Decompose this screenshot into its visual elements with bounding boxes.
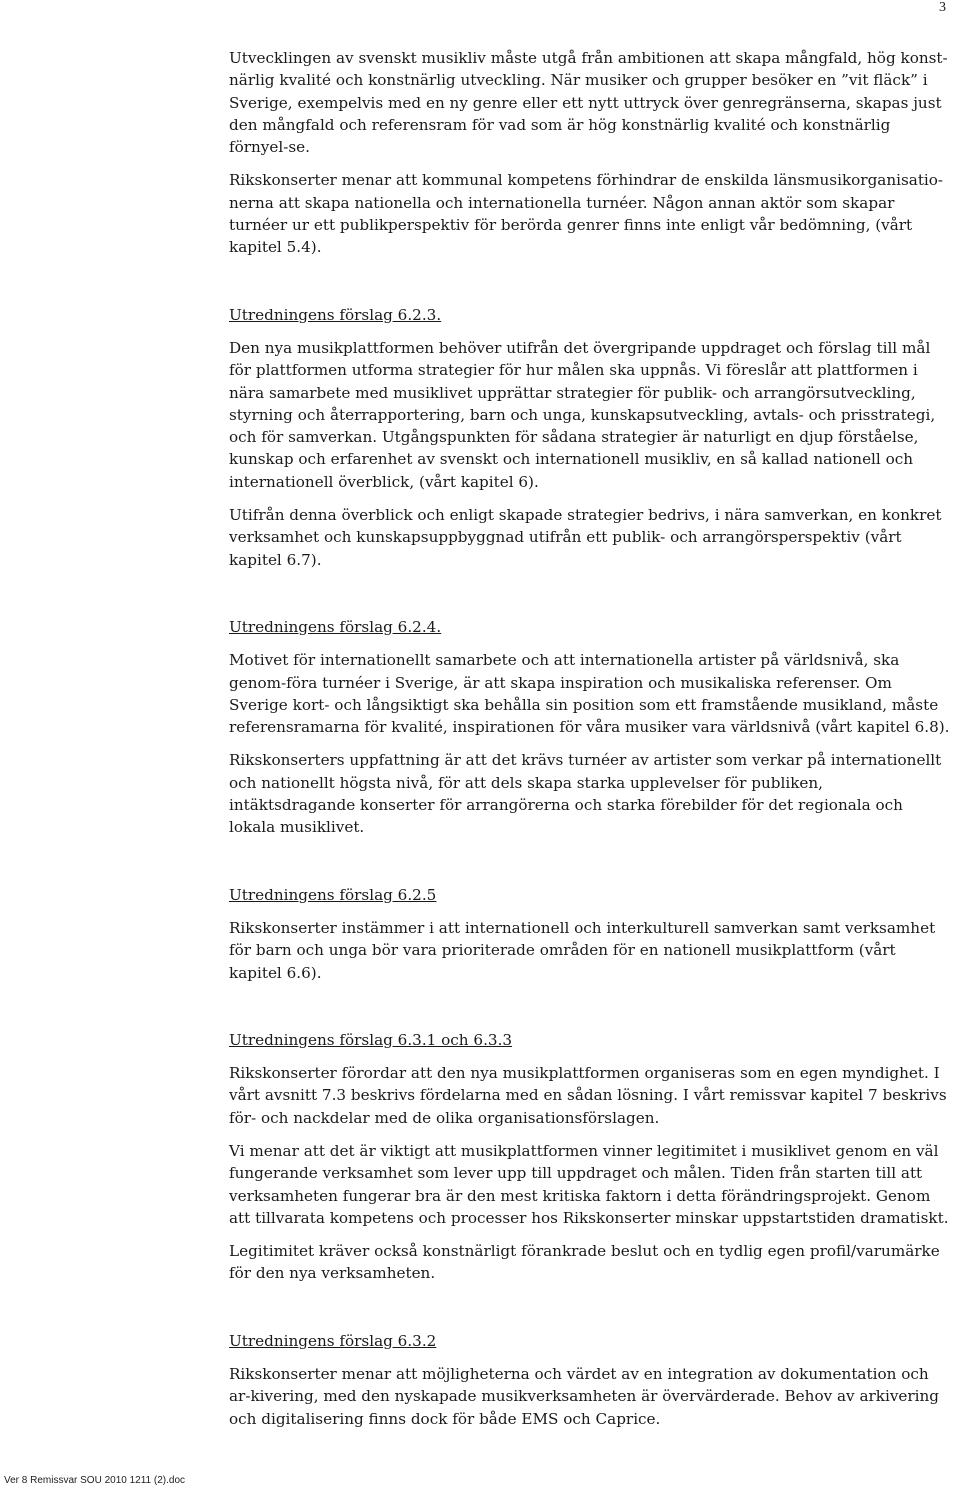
page-number: 3 (939, 0, 946, 15)
section-6-2-3-paragraph-2: Utifrån denna överblick och enligt skapade strategier bedrivs, i nära samverkan, en konkret verksamhet och kunskapsuppbyggnad utifrån ett publik- och arrangörsperspektiv (vårt kapitel 6.7). (229, 506, 942, 569)
section-heading-6-2-4: Utredningens förslag 6.2.4. (229, 617, 442, 636)
section-6-2-4-paragraph-2: Rikskonserters uppfattning är att det krävs turnéer av artister som verkar på internationellt och nationellt högsta nivå, för att dels skapa starka upplevelser för publiken, intäktsdragande konserter för arrangörerna och starka förebilder för det regionala och lokala musiklivet. (229, 751, 942, 837)
section-6-2-5-paragraph-1: Rikskonserter instämmer i att internationell och interkulturell samverkan samt verksamhet för barn och unga bör vara prioriterade områden för en nationell musikplattform (vårt kapitel 6.6). (229, 918, 936, 982)
intro-paragraph-1: Utvecklingen av svenskt musikliv måste utgå från ambitionen att skapa mångfald, hög konst-närlig kvalité och konstnärlig utveckling. När musiker och grupper besöker en ”vit fläck” i Sverige, exempelvis med en ny genre eller ett nytt uttryck över genregränserna, skapas just den mångfald och referensram för vad som är hög konstnärlig kvalité och konstnärlig förnyel-se. (229, 49, 948, 157)
section-heading-6-2-5: Utredningens förslag 6.2.5 (229, 885, 437, 904)
section-6-3-1-paragraph-2: Vi menar att det är viktigt att musikplattformen vinner legitimitet i musiklivet genom en väl fungerande verksamhet som lever upp till uppdraget och målen. Tiden från starten till att verksamheten fungerar bra är den mest kritiska faktorn i detta förändringsprojekt. Genom att tillvarata kompetens och processer hos Rikskonserter minskar uppstartstiden dramatiskt. (229, 1141, 949, 1227)
section-heading-6-3-1: Utredningens förslag 6.3.1 och 6.3.3 (229, 1030, 513, 1049)
intro-paragraph-2: Rikskonserter menar att kommunal kompetens förhindrar de enskilda länsmusikorganisatio-nerna att skapa nationella och internationella turnéer. Någon annan aktör som skapar turnéer ur ett publikperspektiv för berörda genrer finns inte enligt vår bedömning, (vårt kapitel 5.4). (229, 171, 944, 257)
footer-filename: Ver 8 Remissvar SOU 2010 1211 (2).doc (4, 1475, 186, 1486)
section-6-3-1-paragraph-3: Legitimitet kräver också konstnärligt förankrade beslut och en tydlig egen profil/varumärke för den nya verksamheten. (229, 1242, 940, 1283)
section-heading-6-3-2: Utredningens förslag 6.3.2 (229, 1331, 437, 1350)
document-body (229, 47, 953, 1430)
section-6-3-2-paragraph-1: Rikskonserter menar att möjligheterna och värdet av en integration av dokumentation och ar-kivering, med den nyskapade musikverksamheten är övervärderade. Behov av arkivering och digitalisering finns dock för både EMS och Caprice. (229, 1365, 940, 1428)
section-6-2-3-paragraph-1: Den nya musikplattformen behöver utifrån det övergripande uppdraget och förslag till mål för plattformen utforma strategier för hur målen ska uppnås. Vi föreslår att plattformen i nära samarbete med musiklivet upprättar strategier för publik- och arrangörsutveckling, styrning och återrapportering, barn och unga, kunskapsutveckling, avtals- och prisstrategi, och för samverkan. Utgångspunkten för sådana strategier är naturligt en djup förståelse, kunskap och erfarenhet av svenskt och internationell musikliv, en så kallad nationell och internationell överblick, (vårt kapitel 6). (229, 338, 936, 491)
section-heading-6-2-3: Utredningens förslag 6.2.3. (229, 305, 442, 324)
section-6-2-4-paragraph-1: Motivet för internationellt samarbete och att internationella artister på världsnivå, ska genom-föra turnéer i Sverige, är att skapa inspiration och musikaliska referenser. Om Sverige kort- och långsiktigt ska behålla sin position som ett framstående musikland, måste referensramarna för kvalité, inspirationen för våra musiker vara världsnivå (vårt kapitel 6.8). (229, 651, 950, 737)
section-6-3-1-paragraph-1: Rikskonserter förordar att den nya musikplattformen organiseras som en egen myndighet. I vårt avsnitt 7.3 beskrivs fördelarna med en sådan lösning. I vårt remissvar kapitel 7 beskrivs för- och nackdelar med de olika organisationsförslagen. (229, 1064, 947, 1127)
